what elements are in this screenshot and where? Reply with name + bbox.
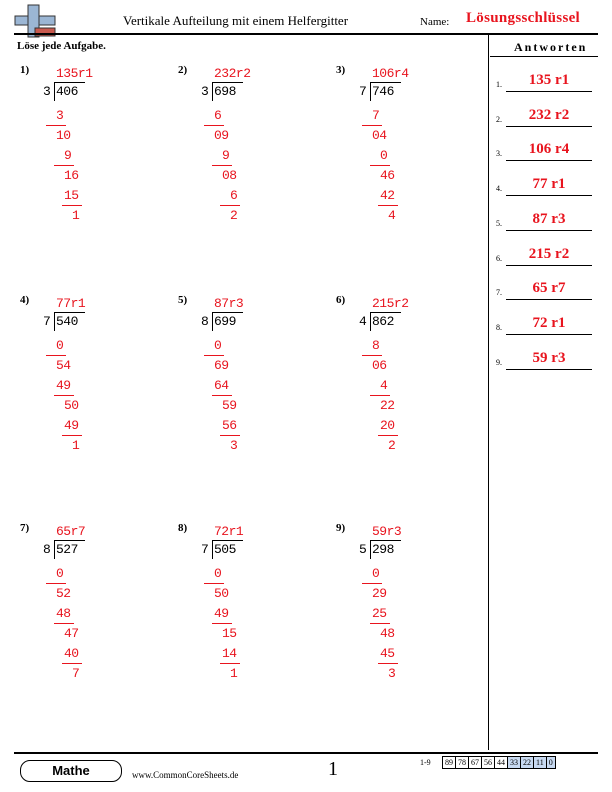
partial-remainder: 09 [214,128,229,143]
answer-number: 9. [496,357,502,367]
quotient: 87r3 [214,296,244,311]
subtraction-product: 48 [56,606,71,621]
partial-remainder: 52 [56,586,71,601]
partial-remainder: 1 [230,666,238,681]
subtraction-product: 40 [64,646,79,661]
subtraction-product: 0 [214,566,222,581]
divisor: 3 [201,84,209,99]
subtraction-product: 20 [380,418,395,433]
answer-line [506,230,592,231]
score-cell: 44 [495,757,508,769]
answers-column-divider [488,35,489,750]
quotient: 72r1 [214,524,244,539]
partial-remainder: 46 [380,168,395,183]
partial-remainder: 3 [388,666,396,681]
problem-5 [178,294,298,464]
subtraction-line [370,623,390,624]
problem-number: 7) [20,522,30,534]
partial-remainder: 06 [372,358,387,373]
partial-remainder: 50 [214,586,229,601]
subtraction-line [62,435,82,436]
subtraction-product: 9 [64,148,72,163]
partial-remainder: 08 [222,168,237,183]
dividend: 698 [214,84,236,99]
partial-remainder: 59 [222,398,237,413]
dividend: 298 [372,542,394,557]
score-cell: 11 [534,757,547,769]
subtraction-line [204,125,224,126]
answer-number: 2. [496,114,502,124]
dividend: 699 [214,314,236,329]
answer-number: 5. [496,218,502,228]
header-rule [14,33,598,35]
answers-heading-rule [490,56,598,57]
divisor: 7 [43,314,51,329]
answer-line [506,91,592,92]
subtraction-product: 6 [214,108,222,123]
subtraction-product: 8 [372,338,380,353]
problem-3 [336,64,456,234]
answer-number: 7. [496,288,502,298]
dividend: 406 [56,84,78,99]
dividend: 540 [56,314,78,329]
divisor: 5 [359,542,367,557]
partial-remainder: 16 [64,168,79,183]
answer-row [496,211,596,231]
subtraction-product: 49 [64,418,79,433]
partial-remainder: 1 [72,438,80,453]
subtraction-product: 14 [222,646,237,661]
subtraction-line [362,583,382,584]
subtraction-line [220,435,240,436]
partial-remainder: 47 [64,626,79,641]
subtraction-line [378,663,398,664]
subtraction-product: 25 [372,606,387,621]
partial-remainder: 50 [64,398,79,413]
dividend: 505 [214,542,236,557]
problem-7 [20,522,140,692]
answer-value: 72 r1 [532,314,566,331]
subtraction-product: 3 [56,108,64,123]
quotient: 106r4 [372,66,409,81]
dividend: 527 [56,542,78,557]
score-cell: 33 [508,757,521,769]
subtraction-line [46,583,66,584]
problem-number: 3) [336,64,346,76]
quotient: 232r2 [214,66,251,81]
partial-remainder: 04 [372,128,387,143]
subtraction-product: 15 [64,188,79,203]
partial-remainder: 15 [222,626,237,641]
subtraction-line [54,623,74,624]
subtraction-line [62,663,82,664]
name-label: Name: [420,16,450,28]
quotient: 77r1 [56,296,86,311]
subtraction-product: 42 [380,188,395,203]
divisor: 7 [201,542,209,557]
answer-line [506,334,592,335]
partial-remainder: 4 [388,208,396,223]
subtraction-line [212,395,232,396]
answer-number: 3. [496,149,502,159]
subject-badge: Mathe [20,760,122,782]
answer-value: 65 r7 [532,280,566,297]
quotient: 65r7 [56,524,86,539]
partial-remainder: 48 [380,626,395,641]
subtraction-line [362,125,382,126]
answer-line [506,160,592,161]
subtraction-product: 56 [222,418,237,433]
partial-remainder: 22 [380,398,395,413]
quotient: 135r1 [56,66,93,81]
quotient: 59r3 [372,524,402,539]
answer-line [506,126,592,127]
partial-remainder: 2 [388,438,396,453]
subtraction-line [204,355,224,356]
subtraction-line [362,355,382,356]
problem-8 [178,522,298,692]
divisor: 4 [359,314,367,329]
footer-rule [14,752,598,754]
partial-remainder: 3 [230,438,238,453]
answer-number: 6. [496,253,502,263]
subtraction-line [370,165,390,166]
subtraction-product: 0 [380,148,388,163]
answer-number: 8. [496,322,502,332]
partial-remainder: 54 [56,358,71,373]
subtraction-product: 45 [380,646,395,661]
subtraction-product: 4 [380,378,388,393]
problem-2 [178,64,298,234]
answer-row [496,315,596,335]
subtraction-product: 64 [214,378,229,393]
subtraction-line [212,623,232,624]
subtraction-line [204,583,224,584]
score-cell: 89 [443,757,456,769]
subtraction-product: 0 [56,338,64,353]
subtraction-line [212,165,232,166]
divisor: 3 [43,84,51,99]
answer-row [496,176,596,196]
subtraction-line [220,663,240,664]
subtraction-line [54,165,74,166]
subtraction-product: 0 [56,566,64,581]
problem-number: 6) [336,294,346,306]
page-number: 1 [328,758,338,780]
answer-row [496,141,596,161]
problem-number: 2) [178,64,188,76]
site-url: www.CommonCoreSheets.de [132,770,239,780]
answer-value: 87 r3 [532,210,566,227]
problem-9 [336,522,456,692]
problem-number: 9) [336,522,346,534]
problem-number: 4) [20,294,30,306]
answer-row [496,107,596,127]
answer-row [496,246,596,266]
answer-row [496,350,596,370]
problem-number: 8) [178,522,188,534]
answer-line [506,369,592,370]
answer-value: 215 r2 [528,245,570,262]
partial-remainder: 2 [230,208,238,223]
subtraction-product: 0 [214,338,222,353]
problem-6 [336,294,456,464]
score-cell: 56 [482,757,495,769]
divisor: 8 [201,314,209,329]
answer-value: 77 r1 [532,176,566,193]
instruction-text: Löse jede Aufgabe. [17,40,106,52]
answer-number: 4. [496,184,502,194]
answer-value: 135 r1 [528,72,570,88]
divisor: 8 [43,542,51,557]
subtraction-product: 6 [230,188,238,203]
answers-heading: Antworten [514,40,588,54]
score-table [442,756,556,769]
subtraction-line [46,125,66,126]
answer-value: 59 r3 [532,349,566,366]
partial-remainder: 10 [56,128,71,143]
answer-line [506,299,592,300]
subtraction-line [370,395,390,396]
subtraction-product: 49 [56,378,71,393]
problem-4 [20,294,140,464]
problem-number: 5) [178,294,188,306]
subtraction-line [378,435,398,436]
answer-line [506,265,592,266]
problem-number: 1) [20,64,30,76]
answer-line [506,195,592,196]
subtraction-product: 9 [222,148,230,163]
subtraction-line [54,395,74,396]
dividend: 862 [372,314,394,329]
score-cell: 22 [521,757,534,769]
divisor: 7 [359,84,367,99]
answer-value: 106 r4 [528,141,570,158]
answer-key-label: Lösungsschlüssel [466,10,581,26]
subtraction-line [378,205,398,206]
partial-remainder: 69 [214,358,229,373]
subtraction-line [46,355,66,356]
partial-remainder: 29 [372,586,387,601]
subtraction-line [220,205,240,206]
partial-remainder: 1 [72,208,80,223]
dividend: 746 [372,84,394,99]
worksheet-title: Vertikale Aufteilung mit einem Helfergitter [123,13,349,28]
subtraction-line [62,205,82,206]
subtraction-product: 0 [372,566,380,581]
problem-1 [20,64,140,234]
partial-remainder: 7 [72,666,80,681]
subtraction-product: 7 [372,108,380,123]
subtraction-product: 49 [214,606,229,621]
answer-row [496,280,596,300]
answer-row [496,72,596,92]
score-cell: 0 [546,757,555,769]
score-cell: 67 [469,757,482,769]
score-cell: 78 [456,757,469,769]
answer-number: 1. [496,80,502,89]
quotient: 215r2 [372,296,409,311]
score-range-label: 1-9 [420,758,431,767]
answer-value: 232 r2 [528,106,570,123]
